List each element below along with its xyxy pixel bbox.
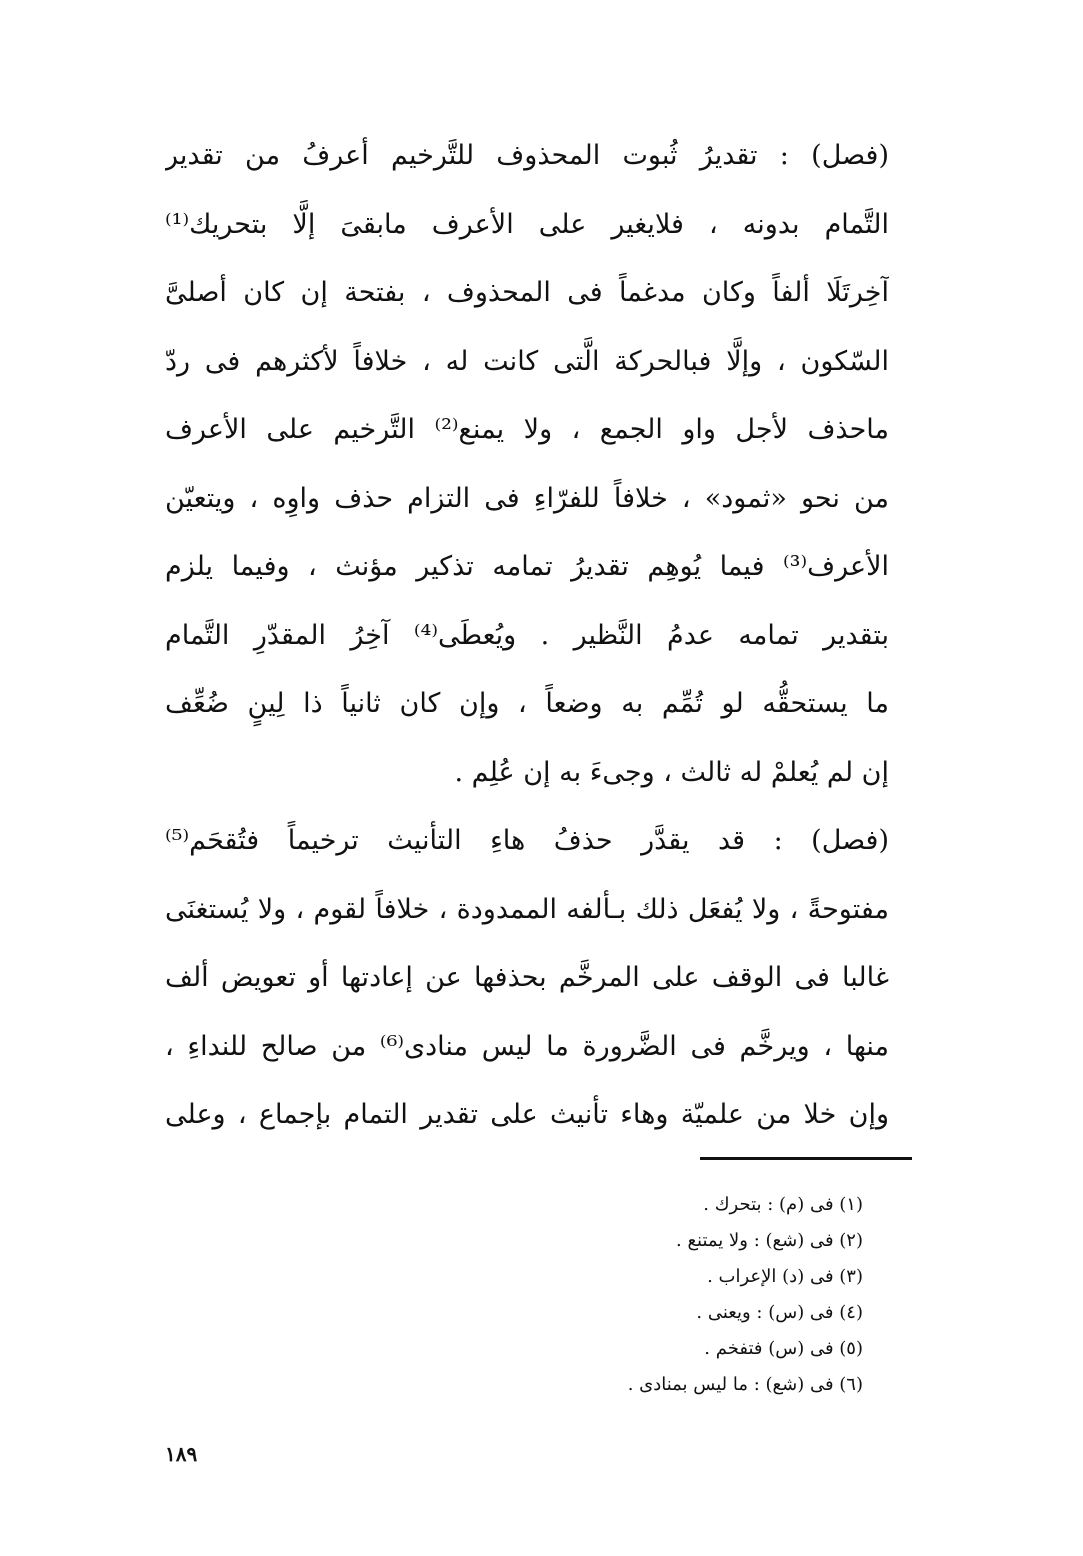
text-line: من نحو «ثمود» ، خلافاً للفرّاءِ فى التزام حذف واوِه ، ويتعيّن <box>165 482 889 514</box>
text-line: إن لم يُعلمْ له ثالث ، وجىءَ به إن عُلِم . <box>454 756 889 788</box>
text-line: مفتوحةً ، ولا يُفعَل ذلك بـألفه الممدودة ، خلافاً لقوم ، ولا يُستغنَى <box>165 893 889 925</box>
text-line: السّكون ، وإلَّا فبالحركة الَّتى كانت له ، خلافاً لأكثرهم فى ردّ <box>165 345 889 377</box>
page-number: ١٨٩ <box>165 1442 198 1466</box>
text-line: غالبا فى الوقف على المرخَّم بحذفها عن إعادتها أو تعويض ألف <box>165 962 889 993</box>
text-line: التَّمام بدونه ، فلايغير على الأعرف مابقىَ إلَّا بتحريك⁽¹⁾ <box>165 208 889 240</box>
footnote: (٢) فى (شع) : ولا يمتنع . <box>676 1230 863 1251</box>
text-line: ما يستحقُّه لو تُمِّم به وضعاً ، وإن كان ثانياً ذا لِينٍ ضُعِّف <box>165 688 889 719</box>
text-line: وإن خلا من علميّة وهاء تأنيث على تقدير التمام بإجماع ، وعلى <box>165 1099 889 1130</box>
main-text <box>165 122 889 1150</box>
footnote-separator <box>700 1157 912 1160</box>
footnote: (٥) فى (س) فتفخم . <box>704 1338 863 1359</box>
text-line: بتقدير تمامه عدمُ النَّظير . ويُعطَى⁽⁴⁾ آخِرُ المقدّرِ التَّمام <box>165 619 889 651</box>
text-line: الأعرف⁽³⁾ فيما يُوهِم تقديرُ تمامه تذكير مؤنث ، وفيما يلزم <box>165 551 889 582</box>
text-line: منها ، ويرخَّم فى الضَّرورة ما ليس منادى⁽⁶⁾ من صالح للنداءِ ، <box>165 1030 889 1062</box>
footnotes <box>628 1187 863 1403</box>
text-line: ماحذف لأجل واو الجمع ، ولا يمنع⁽²⁾ التَّرخيم على الأعرف <box>165 414 889 445</box>
footnote: (١) فى (م) : بتحرك . <box>703 1194 863 1215</box>
text-line: آخِرتَلَا ألفاً وكان مدغماً فى المحذوف ، بفتحة إن كان أصلىَّ <box>165 277 889 308</box>
text-line: (فصل) : قد يقدَّر حذفُ هاءِ التأنيث ترخيماً فتُقحَم⁽⁵⁾ <box>165 825 889 856</box>
footnote: (٣) فى (د) الإعراب . <box>707 1266 863 1287</box>
text-line: (فصل) : تقديرُ ثُبوت المحذوف للتَّرخيم أعرفُ من تقدير <box>165 140 889 171</box>
footnote: (٦) فى (شع) : ما ليس بمنادى . <box>627 1374 863 1395</box>
footnote: (٤) فى (س) : ويعنى . <box>696 1302 863 1323</box>
